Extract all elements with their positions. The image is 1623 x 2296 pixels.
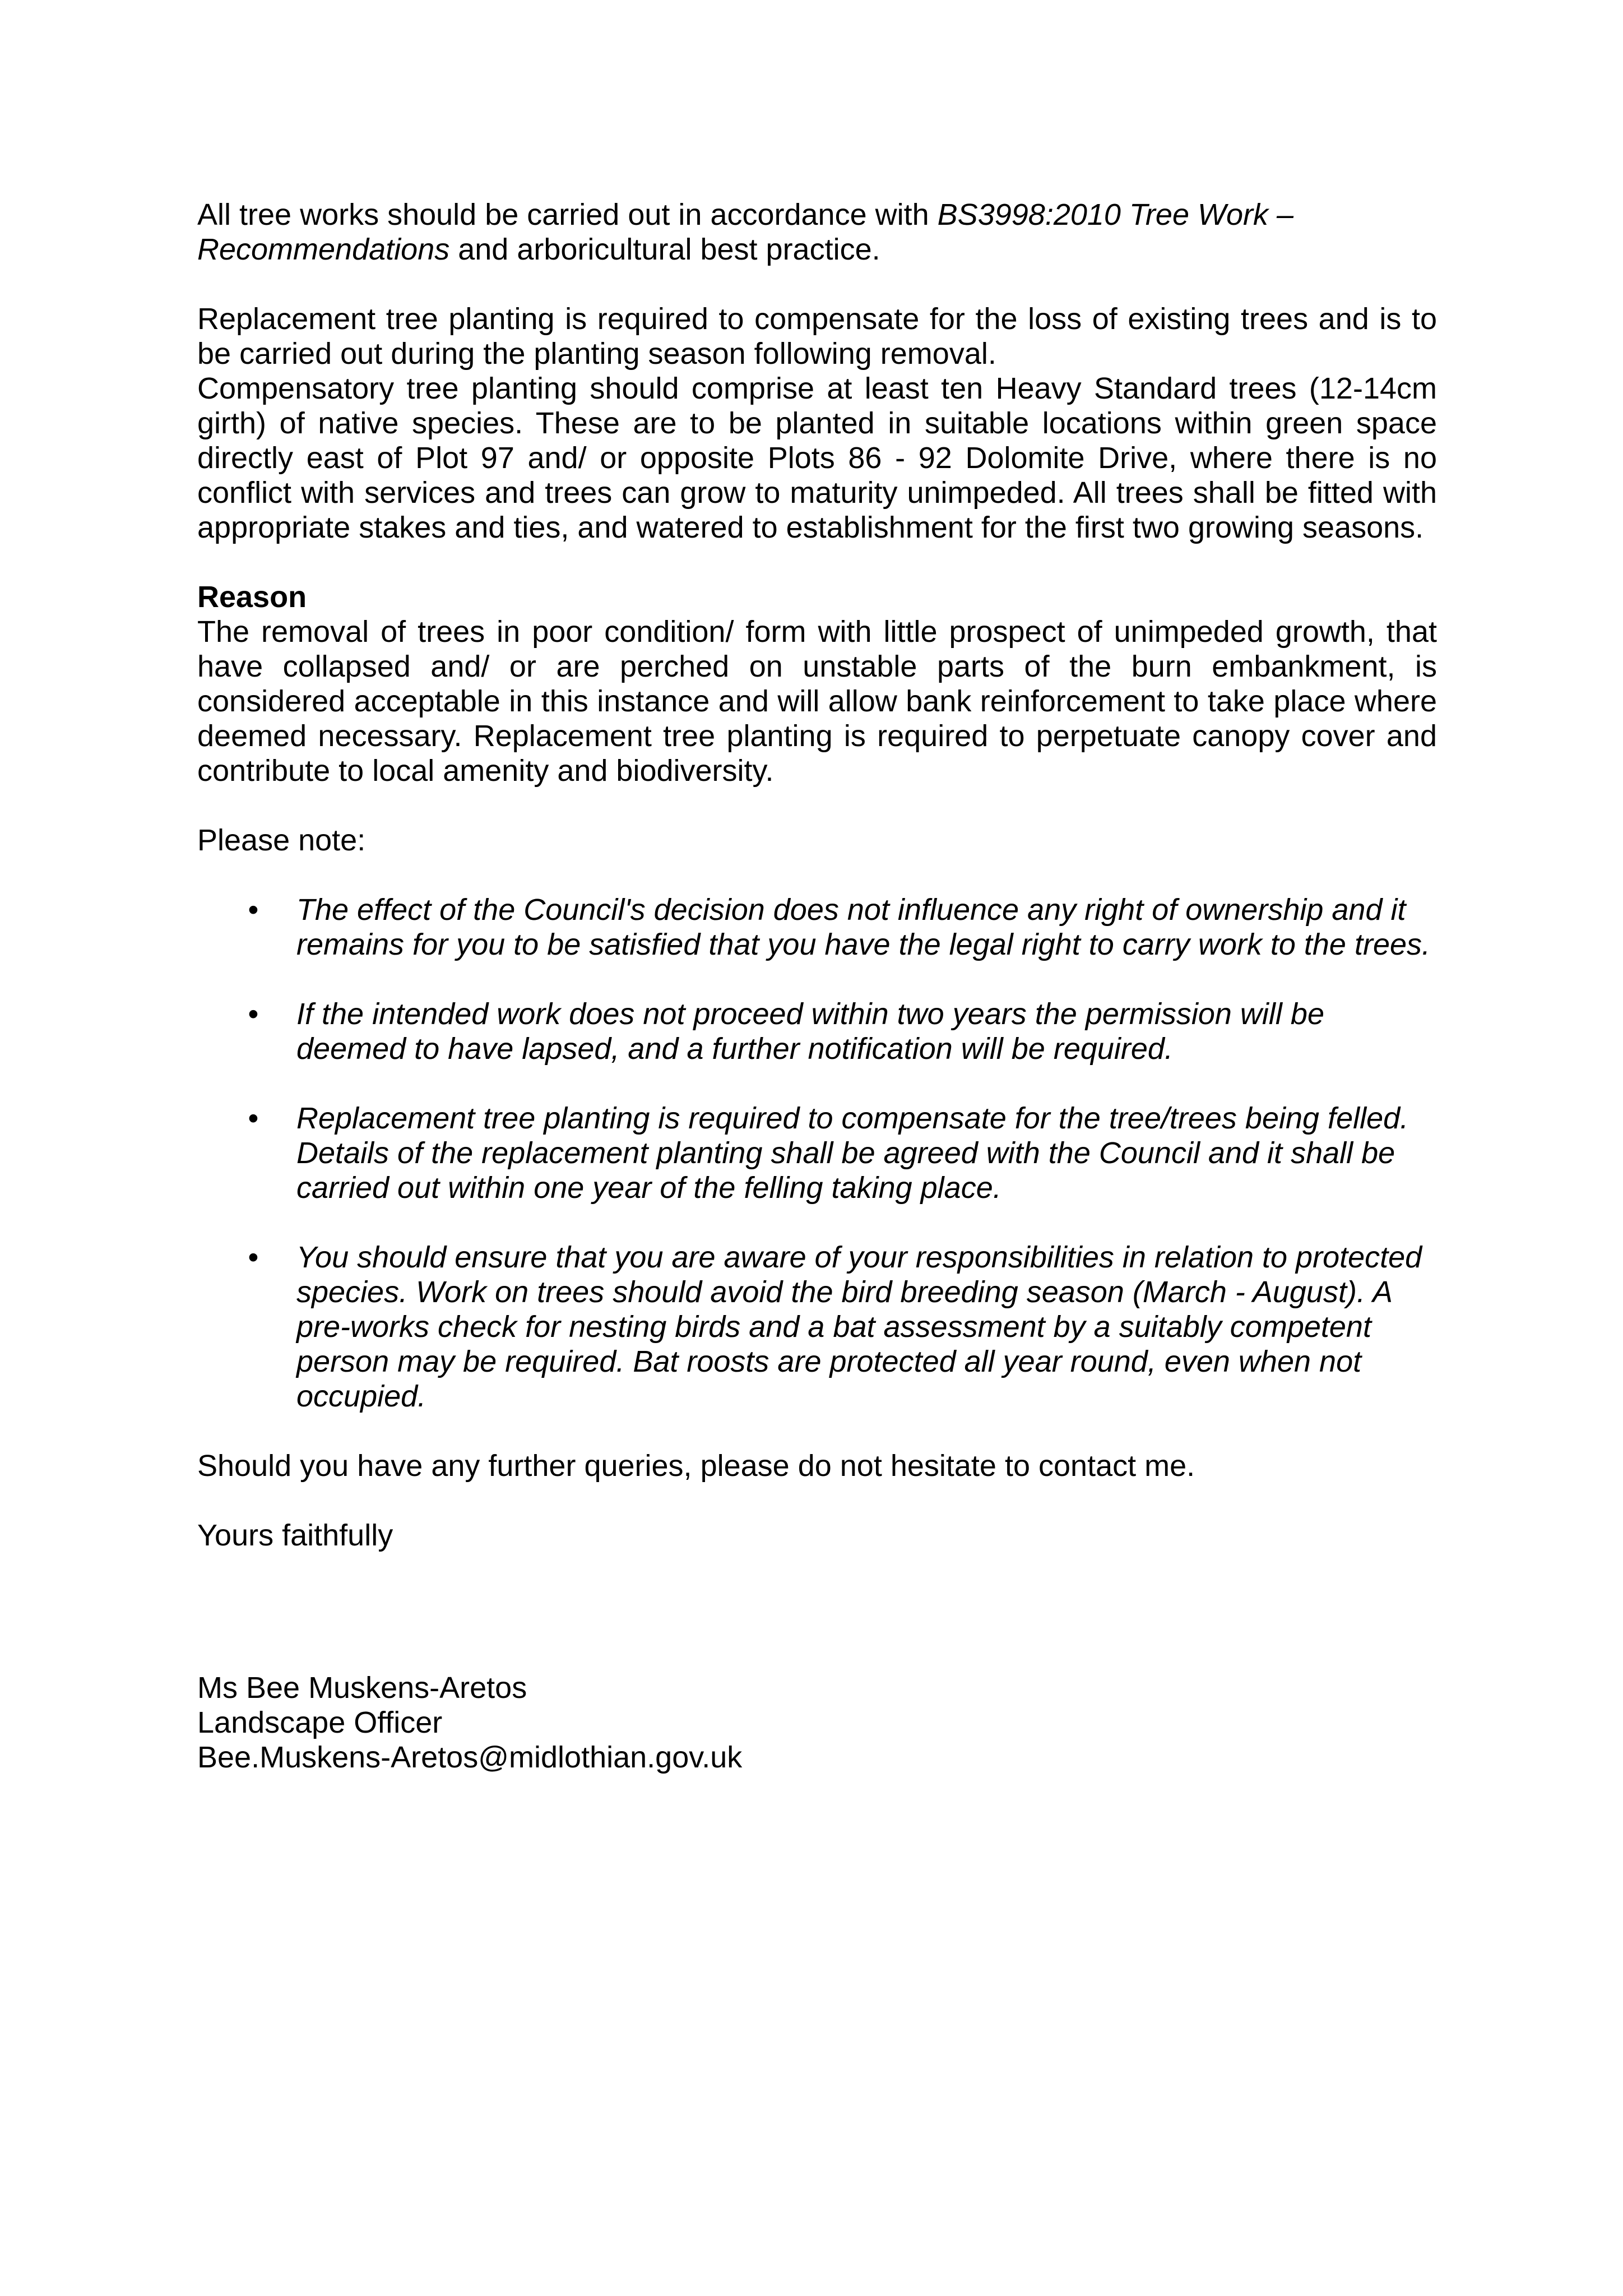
note-item [197,997,1437,1066]
intro-paragraph [197,197,1437,267]
bullet-icon: • [248,1240,259,1274]
note-item [197,1101,1437,1205]
signature-block [197,1670,1437,1775]
bullet-icon: • [248,893,259,927]
note-item [197,892,1437,962]
note-item [197,1240,1437,1414]
signatory-name: Ms Bee Muskens-Aretos [197,1671,527,1705]
note-text: Replacement tree planting is required to compensate for the tree/trees being felled. Details of the replacement planting shall be agreed with the Council and it shall be carried out within one year of the felling taking place. [296,1101,1409,1205]
closing-query: Should you have any further queries, please do not hesitate to contact me. [197,1449,1195,1483]
signatory-title: Landscape Officer [197,1706,443,1739]
signatory-email[interactable]: Bee.Muskens-Aretos@midlothian.gov.uk [197,1740,743,1774]
compensatory-paragraph: Compensatory tree planting should comprise at least ten Heavy Standard trees (12-14cm girth) of native species. These are to be planted in suitable locations within green space directly east of Plot 97 and/ or opposite Plots 86 - 92 Dolomite Drive, where there is no conflict with services and trees can grow to maturity unimpeded. All trees shall be fitted with appropriate stakes and ties, and watered to establishment for the first two growing seasons. [197,372,1437,544]
standard-reference: BS3998:2010 Tree Work – Recommendations [197,198,1293,266]
bullet-icon: • [248,997,259,1031]
letter-page [197,197,1437,1775]
note-text: If the intended work does not proceed within two years the permission will be deemed to have lapsed, and a further notification will be required. [296,997,1324,1066]
bullet-icon: • [248,1101,259,1135]
notes-list [197,892,1437,1414]
please-note-label: Please note: [197,823,366,857]
reason-heading: Reason [197,580,307,614]
reason-paragraph: The removal of trees in poor condition/ form with little prospect of unimpeded growth, that have collapsed and/ or are perched on unstable parts of the burn embankment, is considered acceptable in this instance and will allow bank reinforcement to take place where deemed necessary. Replacement tree planting is required to perpetuate canopy cover and contribute to local amenity and biodiversity. [197,615,1437,788]
intro-prefix: All tree works should be carried out in accordance with [197,198,938,232]
replacement-paragraph: Replacement tree planting is required to compensate for the loss of existing trees and is to be carried out during the planting season following removal. [197,302,1437,371]
sign-off: Yours faithfully [197,1519,393,1552]
note-text: The effect of the Council's decision does not influence any right of ownership and it remains for you to be satisfied that you have the legal right to carry work to the trees. [296,893,1431,961]
note-text: You should ensure that you are aware of your responsibilities in relation to protected species. Work on trees should avoid the bird breeding season (March - August). A pre-works check for nesting birds and a bat assessment by a suitably competent person may be required. Bat roosts are protected all year round, even when not occupied. [296,1240,1422,1413]
intro-suffix: and arboricultural best practice. [449,233,880,266]
